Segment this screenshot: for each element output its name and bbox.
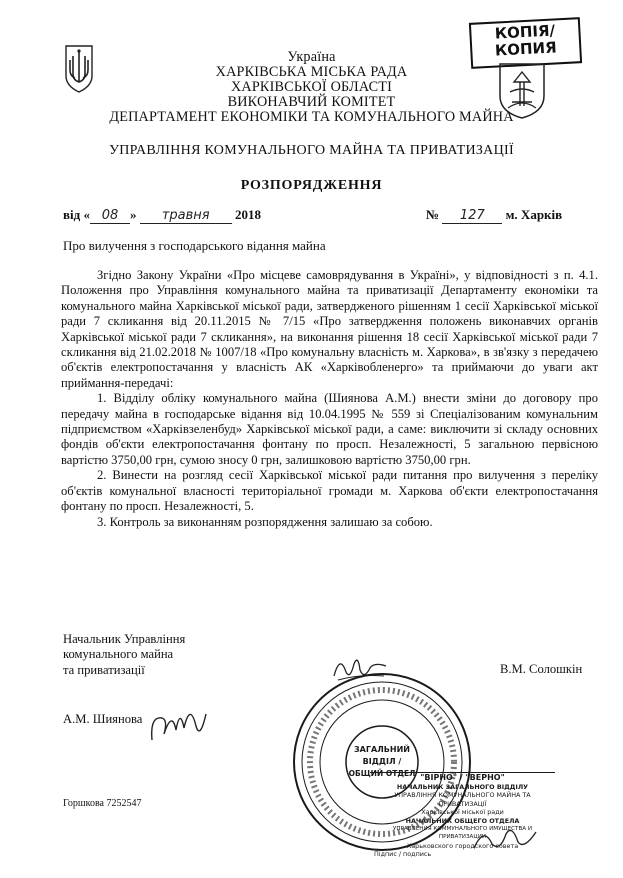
- verified-line-4: НАЧАЛЬНИК ОБЩЕГО ОТДЕЛА: [405, 816, 520, 825]
- date-line: [63, 207, 261, 224]
- date-day: 08: [90, 208, 130, 224]
- date-mid: »: [129, 207, 137, 222]
- date-prefix: від «: [63, 207, 90, 222]
- header-country: Україна: [287, 49, 336, 65]
- item-1-paragraph: 1. Відділу обліку комунального майна (Шиянова А.М.) внести зміни до договору про передачу майна в господарське відання від 10.04.1995 № 559 зі Спеціалізованим комунальним підприємством «Харківзеленбуд» Харківської міської ради, а саме: виключити зі складу основних фондів об'єкти електропостачання фонтану по просп. Незалежності, 5 загальною первісною вартістю 3750,00 грн, сумою зносу 0 грн, залишковою вартістю 3750,00 грн.: [61, 391, 598, 467]
- verified-title: "ВІРНО" / "ВЕРНО": [420, 773, 505, 782]
- signatory-name: В.М. Солошкін: [500, 662, 583, 676]
- verified-line-5: УПРАВЛЕНИЯ КОММУНАЛЬНОГО ИМУЩЕСТВА И ПРИВАТИЗАЦИИ: [392, 826, 533, 841]
- header-department: ДЕПАРТАМЕНТ ЕКОНОМІКИ ТА КОМУНАЛЬНОГО МАЙНА: [109, 109, 514, 125]
- approval-signature: [146, 696, 210, 750]
- approval-name: А.М. Шиянова: [63, 712, 143, 726]
- number-line: [426, 207, 562, 224]
- header-council: ХАРКІВСЬКА МІСЬКА РАДА: [215, 64, 408, 80]
- verified-line-6: Харьковского городского совета: [406, 841, 519, 850]
- header-directorate: УПРАВЛІННЯ КОМУНАЛЬНОГО МАЙНА ТА ПРИВАТИЗАЦІЇ: [109, 143, 514, 158]
- position-line-3: та приватизації: [63, 662, 145, 677]
- verified-line-3: Харківської міської ради: [421, 808, 504, 817]
- position-line-2: комунального майна: [63, 647, 174, 662]
- header-region: ХАРКІВСЬКОЇ ОБЛАСТІ: [230, 79, 393, 95]
- document-type-title: РОЗПОРЯДЖЕННЯ: [240, 178, 383, 193]
- subject-line: Про вилучення з господарського відання майна: [63, 238, 326, 253]
- intro-paragraph: Згідно Закону України «Про місцеве самоврядування в Україні», у відповідності з п. 4.1. Положення про Управління комунального майна та приватизації Департаменту економіки та комунального майна Харківської міської ради, затвердженого рішенням 1 сесії Харківської міської ради 7 скликання від 20.11.2015 № 7/15 «Про затвердження положень виконавчих органів Харківської міської ради 7 скликання», на виконання рішення 18 сесії Харківської міської ради 7 скликання від 21.02.2018 № 1007/18 «Про комунальну власність м. Харкова», в зв'язку з передачею об'єктів електропостачання у власність АК «Харківобленерго» та приймаючи до уваги акт приймання-передачі:: [61, 268, 598, 390]
- date-month: травня: [140, 208, 232, 224]
- verified-signature: [470, 820, 540, 854]
- document-body: [61, 268, 598, 530]
- date-year: 2018: [234, 207, 261, 222]
- number-label: №: [426, 207, 440, 222]
- executor-note: Горшкова 7252547: [63, 798, 142, 809]
- signatory-position: [63, 632, 185, 678]
- item-3-paragraph: 3. Контроль за виконанням розпорядження залишаю за собою.: [97, 514, 433, 529]
- stamp-center-line-3: ОБЩИЙ ОТДЕЛ: [348, 769, 416, 778]
- document-number: 127: [442, 208, 502, 224]
- copy-stamp: КОПІЯ/ КОПИЯ: [469, 17, 582, 69]
- stamp-center-line-2: ВІДДІЛ /: [362, 757, 402, 766]
- stamp-center-line-1: ЗАГАЛЬНИЙ: [354, 745, 410, 754]
- city: м. Харків: [505, 207, 563, 222]
- header-committee: ВИКОНАВЧИЙ КОМІТЕТ: [227, 94, 396, 110]
- letterhead: [0, 50, 623, 125]
- verified-line-2: УПРАВЛІННЯ КОМУНАЛЬНОГО МАЙНА ТА ПРИВАТИЗАЦІЇ: [394, 791, 531, 808]
- position-line-1: Начальник Управління: [63, 632, 186, 646]
- verified-line-1: НАЧАЛЬНИК ЗАГАЛЬНОГО ВІДДІЛУ: [396, 783, 529, 791]
- verified-signature-label: Підпис / подпись: [374, 850, 432, 859]
- item-2-paragraph: 2. Винести на розгляд сесії Харківської міської ради питання про вилучення з переліку об'єктів комунальної власності територіальної громади м. Харкова об'єкти електропостачання фонтану по просп. Незалежності, 5.: [61, 468, 598, 514]
